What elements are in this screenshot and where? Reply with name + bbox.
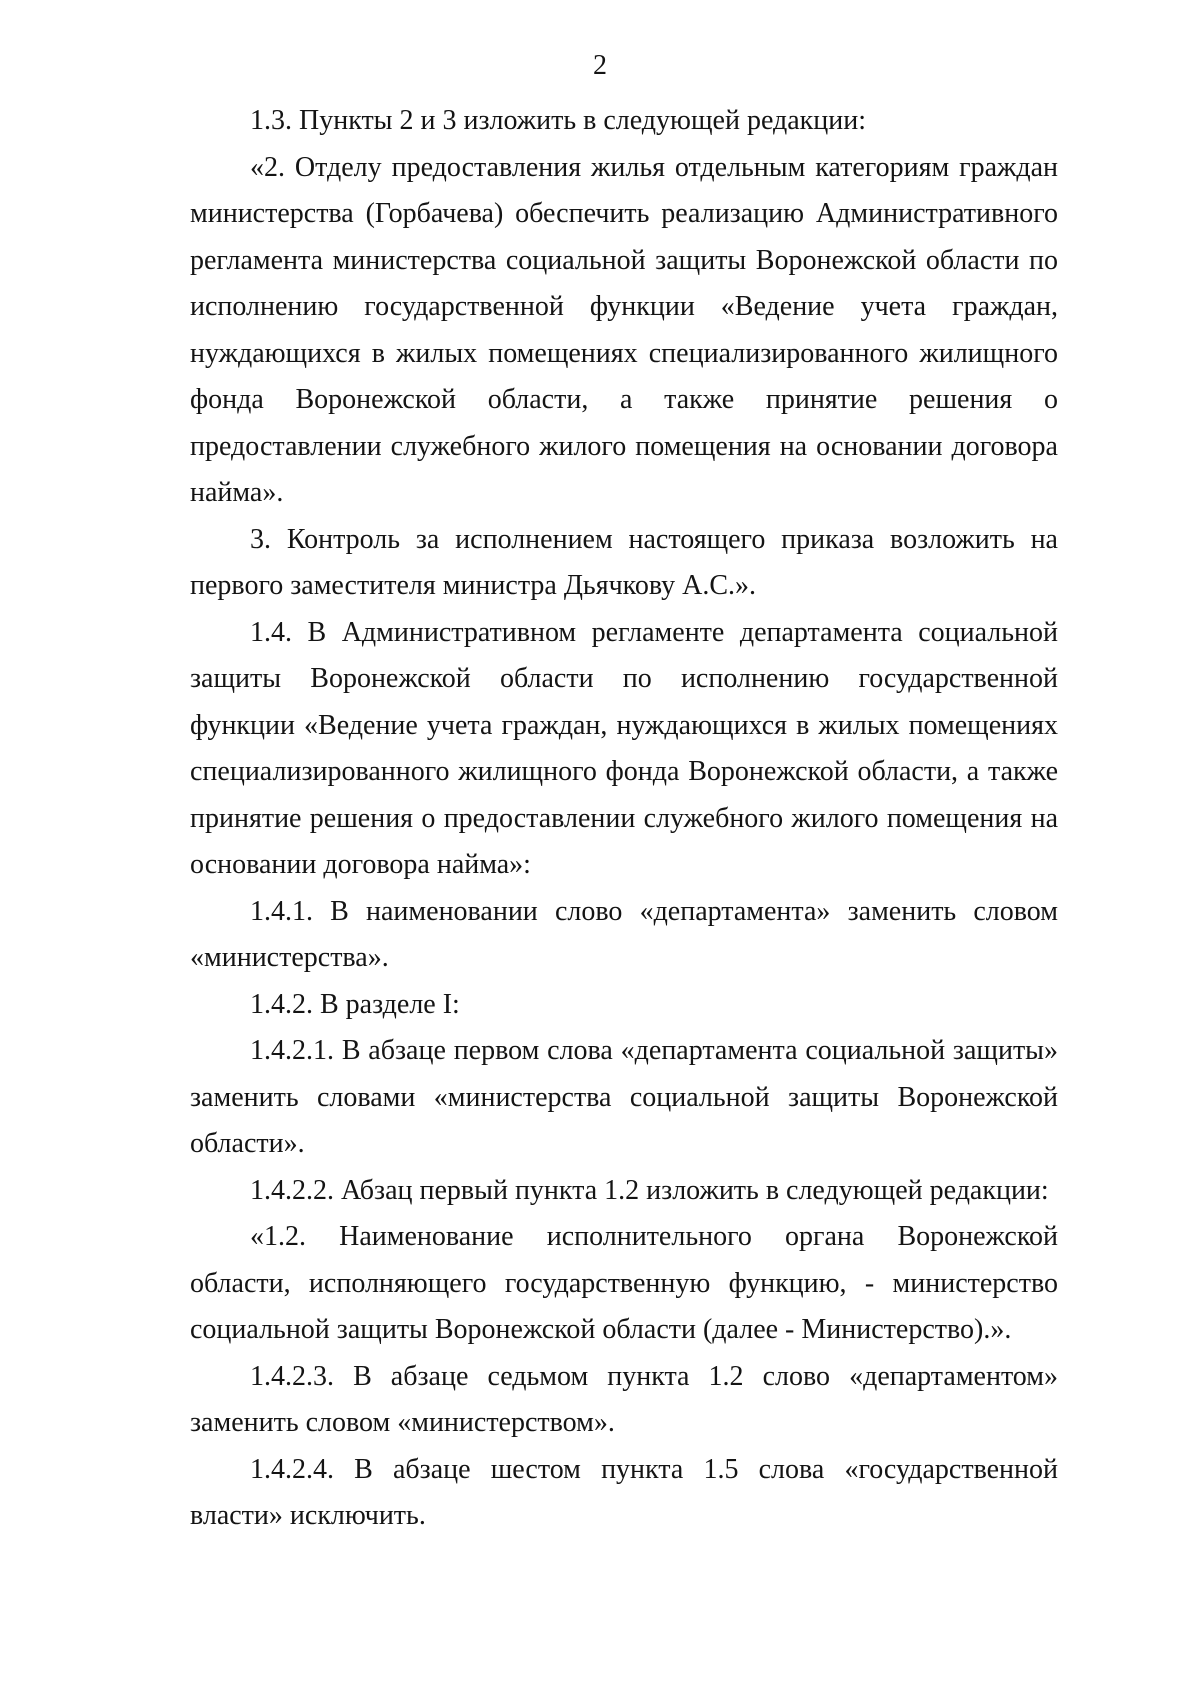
paragraph-1-4-2-3: 1.4.2.3. В абзаце седьмом пункта 1.2 слово «департаментом» заменить словом «министерством». — [190, 1360, 1058, 1438]
paragraph-1-4-2-2: 1.4.2.2. Абзац первый пункта 1.2 изложить в следующей редакции: — [250, 1174, 1049, 1206]
paragraph-1-4-2: 1.4.2. В разделе I: — [250, 988, 460, 1020]
paragraph-1-4-2-1: 1.4.2.1. В абзаце первом слова «департамента социальной защиты» заменить словами «министерства социальной защиты Воронежской области». — [190, 1035, 1058, 1159]
paragraph-quoted-item-1-2: «1.2. Наименование исполнительного органа Воронежской области, исполняющего государственную функцию, - министерство социальной защиты Воронежской области (далее - Министерство).». — [190, 1221, 1058, 1345]
paragraph-1-4: 1.4. В Административном регламенте департамента социальной защиты Воронежской области по исполнению государственной функции «Ведение учета граждан, нуждающихся в жилых помещениях специализированного жилищного фонда Воронежской области, а также принятие решения о предоставлении служебного жилого помещения на основании договора найма»: — [190, 616, 1058, 880]
paragraph-1-4-2-4: 1.4.2.4. В абзаце шестом пункта 1.5 слова «государственной власти» исключить. — [190, 1453, 1058, 1531]
paragraph-quoted-item-3: 3. Контроль за исполнением настоящего приказа возложить на первого заместителя министра Дьячкову А.С.». — [190, 523, 1058, 601]
paragraph-quoted-item-2: «2. Отделу предоставления жилья отдельным категориям граждан министерства (Горбачева) обеспечить реализацию Административного регламента министерства социальной защиты Воронежской области по исполнению государственной функции «Ведение учета граждан, нуждающихся в жилых помещениях специализированного жилищного фонда Воронежской области, а также принятие решения о предоставлении служебного жилого помещения на основании договора найма». — [190, 151, 1058, 508]
page-number: 2 — [593, 50, 607, 81]
paragraph-1-3: 1.3. Пункты 2 и 3 изложить в следующей редакции: — [250, 105, 867, 136]
document-body — [190, 98, 1058, 1540]
paragraph-1-4-1: 1.4.1. В наименовании слово «департамента» заменить словом «министерства». — [190, 895, 1058, 973]
